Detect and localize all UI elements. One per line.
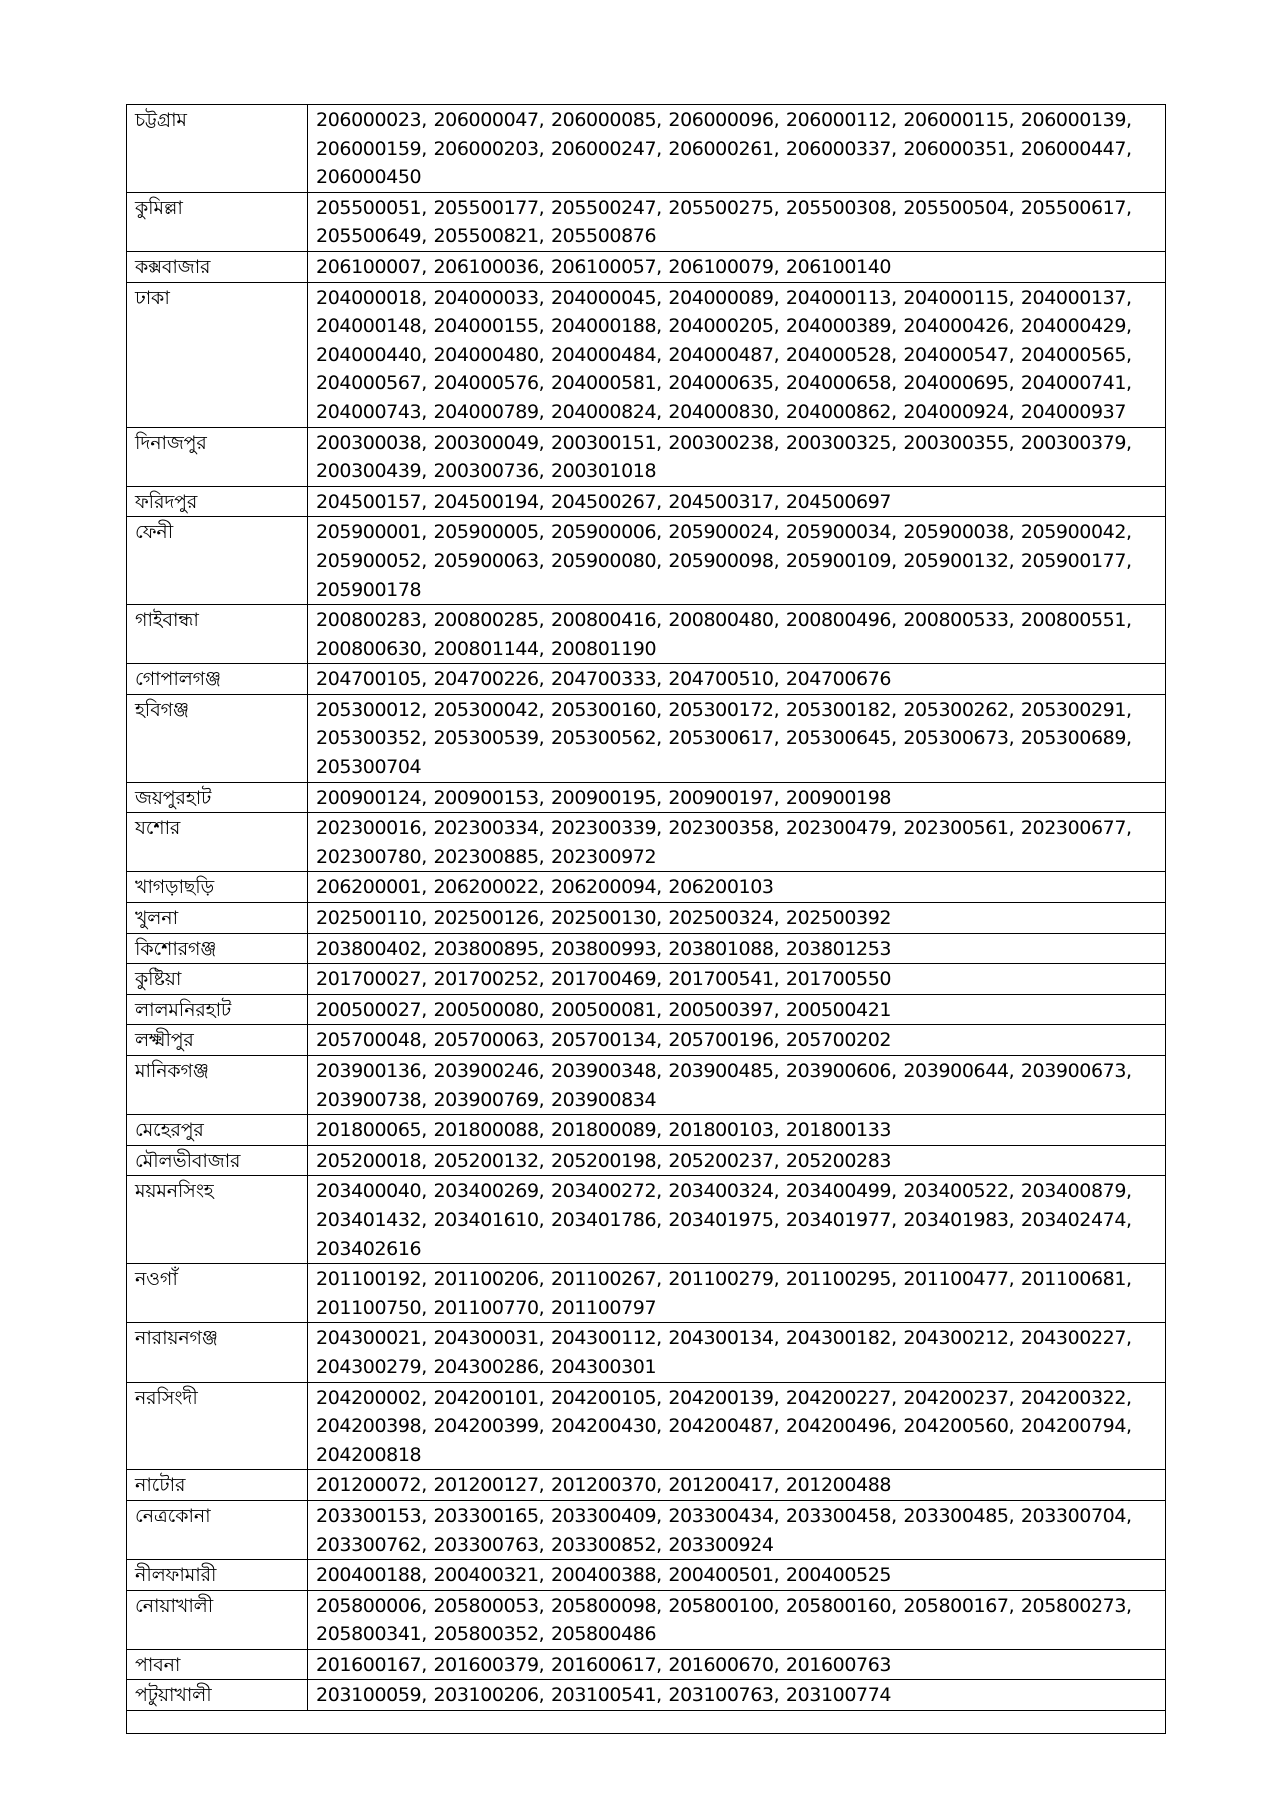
table-row [127,1176,1166,1264]
district-cell: মৌলভীবাজার [127,1145,308,1176]
table-row [127,1145,1166,1176]
roll-numbers-cell: 203300153, 203300165, 203300409, 203300434, 203300458, 203300485, 203300704, 203300762, 203300763, 203300852, 203300924 [308,1500,1166,1559]
roll-numbers-cell: 201700027, 201700252, 201700469, 201700541, 201700550 [308,964,1166,995]
roll-numbers-cell: 201600167, 201600379, 201600617, 201600670, 201600763 [308,1649,1166,1680]
district-cell: নাটোর [127,1470,308,1501]
table-row [127,1115,1166,1146]
roll-numbers-cell: 203400040, 203400269, 203400272, 203400324, 203400499, 203400522, 203400879, 203401432, 203401610, 203401786, 203401975, 203401977, 203401983, 203402474, 203402616 [308,1176,1166,1264]
roll-numbers-cell: 201200072, 201200127, 201200370, 201200417, 201200488 [308,1470,1166,1501]
district-cell: কুষ্টিয়া [127,964,308,995]
table-row [127,1323,1166,1382]
district-cell: গোপালগঞ্জ [127,664,308,695]
roll-numbers-cell: 205300012, 205300042, 205300160, 205300172, 205300182, 205300262, 205300291, 205300352, 205300539, 205300562, 205300617, 205300645, 205300673, 205300689, 205300704 [308,694,1166,782]
table-row [127,813,1166,872]
district-cell: পাবনা [127,1649,308,1680]
empty-cell [127,1711,1166,1734]
roll-numbers-cell: 205700048, 205700063, 205700134, 205700196, 205700202 [308,1025,1166,1056]
roll-numbers-cell: 205200018, 205200132, 205200198, 205200237, 205200283 [308,1145,1166,1176]
table-row [127,1264,1166,1323]
roll-numbers-cell: 203800402, 203800895, 203800993, 203801088, 203801253 [308,933,1166,964]
district-cell: দিনাজপুর [127,427,308,486]
document-page [126,104,1158,1734]
roll-numbers-cell: 202500110, 202500126, 202500130, 202500324, 202500392 [308,903,1166,934]
empty-table-row [127,1711,1166,1734]
roll-numbers-cell: 203900136, 203900246, 203900348, 203900485, 203900606, 203900644, 203900673, 203900738, 203900769, 203900834 [308,1056,1166,1115]
table-row [127,1500,1166,1559]
table-row [127,1056,1166,1115]
table-row [127,282,1166,427]
roll-numbers-cell: 202300016, 202300334, 202300339, 202300358, 202300479, 202300561, 202300677, 202300780, 202300885, 202300972 [308,813,1166,872]
district-cell: খুলনা [127,903,308,934]
table-row [127,933,1166,964]
table-row [127,1649,1166,1680]
roll-numbers-cell: 204300021, 204300031, 204300112, 204300134, 204300182, 204300212, 204300227, 204300279, 204300286, 204300301 [308,1323,1166,1382]
district-cell: চট্টগ্রাম [127,105,308,193]
roll-numbers-cell: 206000023, 206000047, 206000085, 206000096, 206000112, 206000115, 206000139, 206000159, 206000203, 206000247, 206000261, 206000337, 206000351, 206000447, 206000450 [308,105,1166,193]
roll-numbers-cell: 204500157, 204500194, 204500267, 204500317, 204500697 [308,486,1166,517]
district-cell: যশোর [127,813,308,872]
table-row [127,872,1166,903]
district-cell: কক্সবাজার [127,251,308,282]
table-row [127,192,1166,251]
roll-numbers-cell: 205900001, 205900005, 205900006, 205900024, 205900034, 205900038, 205900042, 205900052, 205900063, 205900080, 205900098, 205900109, 205900132, 205900177, 205900178 [308,517,1166,605]
district-cell: কিশোরগঞ্জ [127,933,308,964]
table-row [127,664,1166,695]
table-row [127,427,1166,486]
district-roll-table [126,104,1166,1734]
roll-numbers-cell: 204000018, 204000033, 204000045, 204000089, 204000113, 204000115, 204000137, 204000148, 204000155, 204000188, 204000205, 204000389, 204000426, 204000429, 204000440, 204000480, 204000484, 204000487, 204000528, 204000547, 204000565, 204000567, 204000576, 204000581, 204000635, 204000658, 204000695, 204000741, 204000743, 204000789, 204000824, 204000830, 204000862, 204000924, 204000937 [308,282,1166,427]
roll-numbers-cell: 200800283, 200800285, 200800416, 200800480, 200800496, 200800533, 200800551, 200800630, 200801144, 200801190 [308,605,1166,664]
district-cell: ময়মনসিংহ [127,1176,308,1264]
roll-numbers-cell: 206100007, 206100036, 206100057, 206100079, 206100140 [308,251,1166,282]
district-cell: খাগড়াছড়ি [127,872,308,903]
district-cell: কুমিল্লা [127,192,308,251]
district-cell: লালমনিরহাট [127,994,308,1025]
district-cell: গাইবান্ধা [127,605,308,664]
table-row [127,1680,1166,1711]
district-cell: হবিগঞ্জ [127,694,308,782]
table-row [127,903,1166,934]
district-cell: নওগাঁ [127,1264,308,1323]
district-cell: লক্ষ্মীপুর [127,1025,308,1056]
district-cell: নেত্রকোনা [127,1500,308,1559]
district-cell: নরসিংদী [127,1382,308,1470]
roll-numbers-cell: 205500051, 205500177, 205500247, 205500275, 205500308, 205500504, 205500617, 205500649, 205500821, 205500876 [308,192,1166,251]
district-cell: মেহেরপুর [127,1115,308,1146]
table-row [127,994,1166,1025]
table-row [127,605,1166,664]
table-row [127,486,1166,517]
table-row [127,964,1166,995]
roll-numbers-cell: 201100192, 201100206, 201100267, 201100279, 201100295, 201100477, 201100681, 201100750, 201100770, 201100797 [308,1264,1166,1323]
roll-numbers-cell: 204700105, 204700226, 204700333, 204700510, 204700676 [308,664,1166,695]
table-row [127,1470,1166,1501]
table-body [127,105,1166,1734]
roll-numbers-cell: 200900124, 200900153, 200900195, 200900197, 200900198 [308,782,1166,813]
district-cell: ফেনী [127,517,308,605]
roll-numbers-cell: 201800065, 201800088, 201800089, 201800103, 201800133 [308,1115,1166,1146]
roll-numbers-cell: 200300038, 200300049, 200300151, 200300238, 200300325, 200300355, 200300379, 200300439, 200300736, 200301018 [308,427,1166,486]
table-row [127,694,1166,782]
table-row [127,1382,1166,1470]
district-cell: নীলফামারী [127,1560,308,1591]
table-row [127,251,1166,282]
table-row [127,782,1166,813]
table-row [127,105,1166,193]
district-cell: ঢাকা [127,282,308,427]
table-row [127,517,1166,605]
roll-numbers-cell: 200400188, 200400321, 200400388, 200400501, 200400525 [308,1560,1166,1591]
roll-numbers-cell: 200500027, 200500080, 200500081, 200500397, 200500421 [308,994,1166,1025]
table-row [127,1560,1166,1591]
district-cell: ফরিদপুর [127,486,308,517]
table-row [127,1025,1166,1056]
roll-numbers-cell: 203100059, 203100206, 203100541, 203100763, 203100774 [308,1680,1166,1711]
district-cell: মানিকগঞ্জ [127,1056,308,1115]
district-cell: পটুয়াখালী [127,1680,308,1711]
table-row [127,1590,1166,1649]
district-cell: নোয়াখালী [127,1590,308,1649]
roll-numbers-cell: 205800006, 205800053, 205800098, 205800100, 205800160, 205800167, 205800273, 205800341, 205800352, 205800486 [308,1590,1166,1649]
roll-numbers-cell: 204200002, 204200101, 204200105, 204200139, 204200227, 204200237, 204200322, 204200398, 204200399, 204200430, 204200487, 204200496, 204200560, 204200794, 204200818 [308,1382,1166,1470]
district-cell: নারায়নগঞ্জ [127,1323,308,1382]
roll-numbers-cell: 206200001, 206200022, 206200094, 206200103 [308,872,1166,903]
district-cell: জয়পুরহাট [127,782,308,813]
